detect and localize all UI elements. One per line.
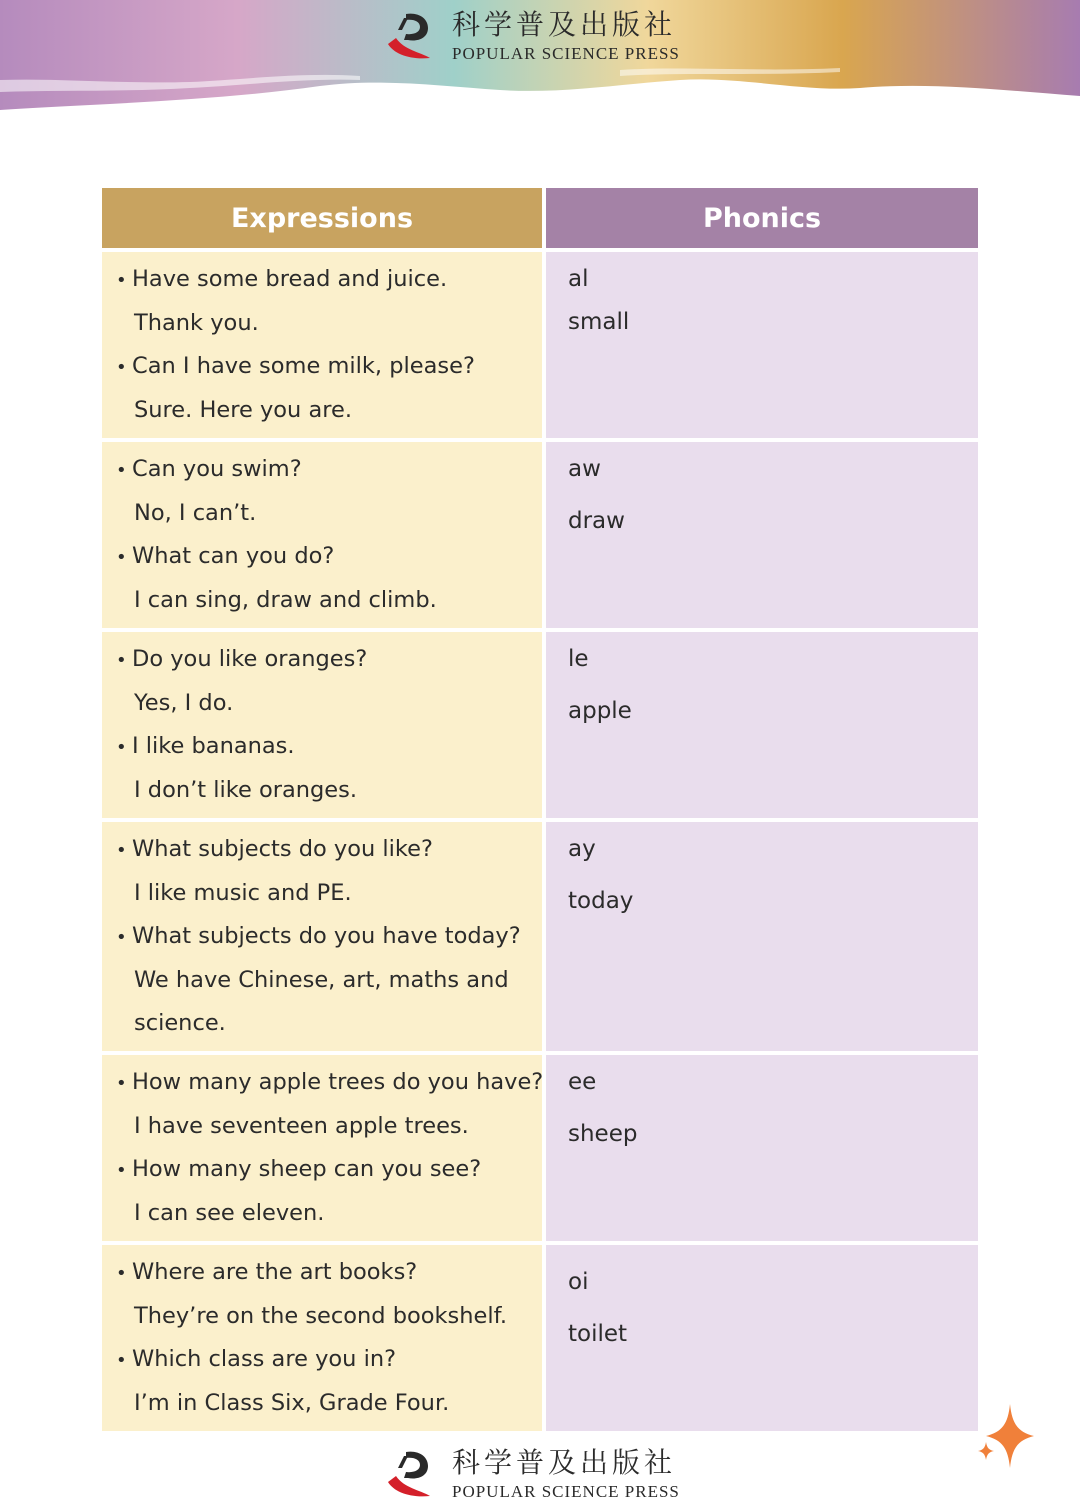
- phonics-cell: [546, 442, 978, 628]
- table-row: [102, 1055, 978, 1241]
- phonics-pattern: oi: [568, 1269, 589, 1295]
- expression-answer: I can sing, draw and climb.: [134, 587, 437, 613]
- expression-question: • Where are the art books?: [116, 1251, 542, 1295]
- expressions-cell: [102, 632, 542, 818]
- publisher-name-en: POPULAR SCIENCE PRESS: [452, 44, 680, 63]
- phonics-cell: [546, 252, 978, 438]
- table-row: [102, 1245, 978, 1431]
- table-header: [102, 188, 978, 248]
- publisher-logo-icon: [384, 1446, 436, 1502]
- expression-answer: I have seventeen apple trees.: [134, 1113, 469, 1139]
- phonics-header: Phonics: [546, 188, 978, 248]
- expressions-cell: [102, 1245, 542, 1431]
- expression-question: • What subjects do you have today?: [116, 915, 542, 959]
- expression-question: • Do you like oranges?: [116, 638, 542, 682]
- phonics-pattern: al: [568, 266, 589, 292]
- table-row: [102, 252, 978, 438]
- expression-question: • What subjects do you like?: [116, 828, 542, 872]
- phonics-cell: [546, 1245, 978, 1431]
- phonics-cell: [546, 822, 978, 1051]
- phonics-word: small: [568, 309, 630, 335]
- expression-question: • Have some bread and juice.: [116, 258, 542, 302]
- phonics-cell: [546, 632, 978, 818]
- expression-answer: Thank you.: [134, 310, 259, 336]
- publisher-logo-footer: [384, 1446, 680, 1502]
- expression-answer: Sure. Here you are.: [134, 397, 352, 423]
- expressions-cell: [102, 1055, 542, 1241]
- phonics-word: today: [568, 888, 634, 914]
- phonics-pattern: ay: [568, 836, 596, 862]
- publisher-logo: [384, 8, 680, 64]
- expression-answer: No, I can’t.: [134, 500, 257, 526]
- expression-answer: I can see eleven.: [134, 1200, 325, 1226]
- expressions-cell: [102, 822, 542, 1051]
- publisher-logo-icon: [384, 8, 436, 64]
- phonics-word: toilet: [568, 1321, 628, 1347]
- publisher-name-en: POPULAR SCIENCE PRESS: [452, 1482, 680, 1501]
- expression-answer: They’re on the second bookshelf.: [134, 1303, 508, 1329]
- expression-answer: I’m in Class Six, Grade Four.: [134, 1390, 450, 1416]
- expressions-phonics-table: [102, 188, 978, 1435]
- expression-answer: I don’t like oranges.: [134, 777, 358, 803]
- phonics-cell: [546, 1055, 978, 1241]
- publisher-name-cn: 科学普及出版社: [452, 1446, 677, 1479]
- phonics-word: draw: [568, 508, 625, 534]
- expression-question: • Can you swim?: [116, 448, 542, 492]
- expression-question: • How many sheep can you see?: [116, 1148, 542, 1192]
- expression-question: • I like bananas.: [116, 725, 542, 769]
- expression-question: • What can you do?: [116, 535, 542, 579]
- phonics-word: sheep: [568, 1121, 638, 1147]
- expression-answer: science.: [134, 1010, 226, 1036]
- table-row: [102, 632, 978, 818]
- publisher-name-cn: 科学普及出版社: [452, 8, 677, 41]
- expression-question: • How many apple trees do you have?: [116, 1061, 542, 1105]
- expressions-cell: [102, 442, 542, 628]
- expression-question: • Which class are you in?: [116, 1338, 542, 1382]
- sparkle-icon: [976, 1402, 1036, 1476]
- phonics-pattern: le: [568, 646, 589, 672]
- table-row: [102, 822, 978, 1051]
- expression-answer: We have Chinese, art, maths and: [134, 967, 509, 993]
- table-row: [102, 442, 978, 628]
- expression-question: • Can I have some milk, please?: [116, 345, 542, 389]
- expression-answer: I like music and PE.: [134, 880, 352, 906]
- expression-answer: Yes, I do.: [134, 690, 234, 716]
- phonics-word: apple: [568, 698, 632, 724]
- expressions-cell: [102, 252, 542, 438]
- phonics-pattern: ee: [568, 1069, 597, 1095]
- expressions-header: Expressions: [102, 188, 542, 248]
- phonics-pattern: aw: [568, 456, 601, 482]
